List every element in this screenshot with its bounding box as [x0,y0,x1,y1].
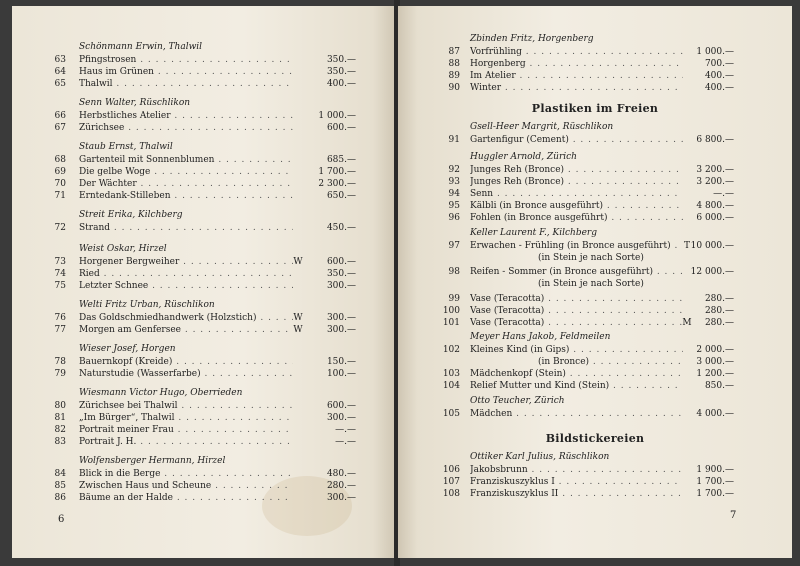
artist-group [12,242,396,292]
catalog-entry [12,312,396,324]
entry-number: 100 [442,306,460,316]
entry-mark: M [682,318,692,328]
catalog-entry [398,305,792,317]
entry-mark: W [293,257,303,267]
artist-name: Senn Walter, Rüschlikon [79,98,191,108]
entry-number: 80 [54,401,66,411]
entry-title: Bäume an der Halde . . [79,492,293,504]
entry-number: 71 [54,191,66,201]
catalog-entry [12,280,396,292]
catalog-entry [12,66,396,78]
entry-number: 87 [448,47,460,57]
entry-title: Pfingstrosen . . [79,54,293,66]
catalog-entry [398,356,792,368]
entry-title: Senn . . [470,188,683,200]
artist-name: Ottiker Karl Julius, Rüschlikon [470,452,610,462]
entry-number: 90 [448,83,460,93]
catalog-entry [398,476,792,488]
entry-price: 600.— [326,401,356,411]
entry-title: Junges Reh (Bronce) . . [470,176,683,188]
catalog-entry [12,368,396,380]
artist-name: Welti Fritz Urban, Rüschlikon [79,300,215,310]
entry-number: 101 [442,318,460,328]
entry-number: 94 [448,189,460,199]
artist-name: Streit Erika, Kilchberg [79,210,183,220]
catalog-entry [398,212,792,224]
entry-price: 400.— [704,83,734,93]
entry-mark: W [293,325,303,335]
artist-name: Wolfensberger Hermann, Hirzel [79,456,226,466]
catalog-entry [398,82,792,94]
catalog-entry [398,58,792,70]
entry-price: 6 000.— [696,213,734,223]
entry-price: 280.— [704,318,734,328]
catalog-entry [12,222,396,234]
entry-number: 103 [442,369,460,379]
entry-number: 78 [54,357,66,367]
entry-price: 1 700.— [318,167,356,177]
entry-title: Blick in die Berge . . [79,468,293,480]
entry-title: Mädchenkopf (Stein) . . [470,368,683,380]
catalog-entry [398,134,792,146]
entry-title: Thalwil . . [79,78,293,90]
entry-title: Mädchen . . [470,408,683,420]
entry-number: 93 [448,177,460,187]
entry-price: 650.— [326,191,356,201]
catalog-entry [398,266,792,278]
catalog-entry [398,317,792,329]
artist-name: Huggler Arnold, Zürich [470,152,577,162]
entry-number: 99 [448,294,460,304]
catalog-entry [12,480,396,492]
entry-number: 88 [448,59,460,69]
catalog-entry [12,412,396,424]
catalog-entry [12,424,396,436]
entry-number: 76 [54,313,66,323]
entry-price: 150.— [326,357,356,367]
artist-group [398,150,792,224]
catalog-entry [12,190,396,202]
entry-title: Vase (Teracotta) . . [470,305,683,317]
entry-price: 280.— [326,481,356,491]
entry-price: 3 200.— [696,165,734,175]
catalog-entry [12,356,396,368]
entry-number: 64 [54,67,66,77]
section-heading: Bildstickereien [545,432,645,445]
entry-title: Erntedank-Stilleben . . [79,190,293,202]
entry-number: 84 [54,469,66,479]
entry-title: Relief Mutter und Kind (Stein) . . [470,380,683,392]
entry-title: Horgenberg . . [470,58,683,70]
entry-title: Horgener Bergweiher . . [79,256,293,268]
catalog-entry [398,380,792,392]
entry-title: Vase (Teracotta) . . [470,293,683,305]
entry-price: 400.— [704,71,734,81]
entry-title: Haus im Grünen . . [79,66,293,78]
artist-name: Staub Ernst, Thalwil [79,142,173,152]
entry-note: (in Stein je nach Sorte) [538,253,644,263]
artist-group [12,342,396,380]
entry-title: „Im Bürger“, Thalwil . . [79,412,293,424]
entry-number: 83 [54,437,66,447]
artist-name: Meyer Hans Jakob, Feldmeilen [470,332,611,342]
entry-number: 67 [54,123,66,133]
artist-name: Weist Oskar, Hirzel [79,244,167,254]
entry-number: 66 [54,111,66,121]
entry-number: 82 [54,425,66,435]
catalog-entry [398,408,792,420]
catalog-entry [398,464,792,476]
entry-number: 92 [448,165,460,175]
entry-price: —.— [335,437,356,447]
entry-number: 72 [54,223,66,233]
entry-number: 104 [442,381,460,391]
entry-number: 81 [54,413,66,423]
catalog-entry [12,154,396,166]
entry-price: 350.— [326,67,356,77]
page-number: 6 [58,514,65,525]
artist-name: Keller Laurent F., Kilchberg [470,228,597,238]
entry-price: 1 000.— [318,111,356,121]
catalog-entry [398,46,792,58]
catalog-entry [12,468,396,480]
entry-number: 77 [54,325,66,335]
artist-name: Schönmann Erwin, Thalwil [79,42,203,52]
entry-title: Naturstudie (Wasserfarbe) . . [79,368,293,380]
entry-title: Die gelbe Woge . . [79,166,293,178]
section-heading: Plastiken im Freien [531,102,659,115]
entry-price: 1 700.— [696,489,734,499]
entry-number: 86 [54,493,66,503]
entry-title: Portrait J. H. . . [79,436,293,448]
entry-price: —.— [713,189,734,199]
entry-price: 4 800.— [696,201,734,211]
entry-title: Zwischen Haus und Scheune . . [79,480,293,492]
entry-price: 1 900.— [696,465,734,475]
entry-title: Im Atelier . . [470,70,683,82]
entry-title: Kälbli (in Bronce ausgeführt) . . [470,200,683,212]
catalog-entry [12,324,396,336]
entry-price: 280.— [704,306,734,316]
artist-group [12,40,396,90]
entry-price: 600.— [326,257,356,267]
entry-number: 85 [54,481,66,491]
artist-group [12,208,396,234]
artist-name: Wieser Josef, Horgen [79,344,176,354]
entry-title: Portrait meiner Frau . . [79,424,293,436]
entry-price: 300.— [326,325,356,335]
catalog-entry [398,240,792,252]
catalog-entry [398,164,792,176]
entry-price: 3 000.— [696,357,734,367]
entry-price: 350.— [326,269,356,279]
entry-number: 95 [448,201,460,211]
entry-price: 350.— [326,55,356,65]
entry-title: Winter . . [470,82,683,94]
entry-title: Junges Reh (Bronce) . . [470,164,683,176]
catalog-entry [12,122,396,134]
entry-price: 480.— [326,469,356,479]
entry-price: 300.— [326,313,356,323]
artist-group [398,226,792,329]
entry-number: 108 [442,489,460,499]
artist-name: Wiesmann Victor Hugo, Oberrieden [79,388,243,398]
entry-number: 105 [442,409,460,419]
catalog-entry [398,488,792,500]
entry-title: Zürichsee bei Thalwil . . [79,400,293,412]
entry-mark: T [683,241,690,251]
catalog-entry [398,176,792,188]
right-page [398,6,792,558]
entry-number: 89 [448,71,460,81]
catalog-entry [398,368,792,380]
entry-title: Bauernkopf (Kreide) . . [79,356,293,368]
entry-price: 4 000.— [696,409,734,419]
entry-price: 850.— [704,381,734,391]
catalog-entry [398,188,792,200]
entry-number: 96 [448,213,460,223]
entry-title: Gartenteil mit Sonnenblumen . . [79,154,293,166]
entry-price: 1 000.— [696,47,734,57]
entry-price: —.— [335,425,356,435]
entry-price: 100.— [326,369,356,379]
catalog-entry [398,200,792,212]
catalog-entry [12,436,396,448]
artist-group [398,120,792,146]
entry-price: 280.— [704,294,734,304]
entry-title: Franziskuszyklus I . . [470,476,683,488]
entry-title: Das Goldschmiedhandwerk (Holzstich) . . [79,312,293,324]
entry-number: 70 [54,179,66,189]
entry-number: 79 [54,369,66,379]
entry-title: Gartenfigur (Cement) . . [470,134,683,146]
catalog-entry [12,166,396,178]
entry-title: Jakobsbrunn . . [470,464,683,476]
catalog-entry [12,492,396,504]
catalog-entry [12,178,396,190]
entry-title: Letzter Schnee . . [79,280,293,292]
catalog-entry [12,110,396,122]
artist-group [12,454,396,504]
entry-number: 69 [54,167,66,177]
entry-price: 1 200.— [696,369,734,379]
entry-price: 300.— [326,281,356,291]
entry-title: Erwachen - Frühling (in Bronce ausgeführt) . . [470,240,683,252]
entry-price: 685.— [326,155,356,165]
entry-title: Zürichsee . . [79,122,293,134]
entry-number: 97 [448,241,460,251]
artist-name: Otto Teucher, Zürich [470,396,565,406]
entry-title: Morgen am Genfersee . . [79,324,293,336]
entry-title: Herbstliches Atelier . . [79,110,293,122]
entry-price: 600.— [326,123,356,133]
entry-title: Vase (Teracotta) . . [470,317,683,329]
entry-price: 12 000.— [690,267,734,277]
entry-title: (in Bronce) . . [538,356,683,368]
entry-price: 2 300.— [318,179,356,189]
entry-note: (in Stein je nach Sorte) [538,279,644,289]
entry-price: 6 800.— [696,135,734,145]
entry-number: 107 [442,477,460,487]
entry-title: Der Wächter . . [79,178,293,190]
catalog-entry [398,344,792,356]
entry-number: 91 [448,135,460,145]
entry-number: 98 [448,267,460,277]
entry-number: 74 [54,269,66,279]
entry-price: 10 000.— [690,241,734,251]
entry-mark: W [293,313,303,323]
entry-number: 73 [54,257,66,267]
artist-group [12,298,396,336]
entry-number: 75 [54,281,66,291]
entry-title: Fohlen (in Bronce ausgeführt) . . [470,212,683,224]
entry-price: 3 200.— [696,177,734,187]
artist-group [398,32,792,94]
entry-note-row [398,278,792,289]
entry-price: 700.— [704,59,734,69]
left-page [12,6,396,558]
entry-number: 102 [442,345,460,355]
entry-number: 106 [442,465,460,475]
entry-title: Kleines Kind (in Gips) . . [470,344,683,356]
artist-name: Zbinden Fritz, Horgenberg [470,34,594,44]
artist-name: Gsell-Heer Margrit, Rüschlikon [470,122,614,132]
entry-price: 300.— [326,413,356,423]
entry-title: Vorfrühling . . [470,46,683,58]
entry-title: Strand . . [79,222,293,234]
entry-number: 65 [54,79,66,89]
entry-price: 400.— [326,79,356,89]
entry-price: 1 700.— [696,477,734,487]
entry-price: 2 000.— [696,345,734,355]
entry-note-row [398,252,792,263]
catalog-entry [12,78,396,90]
catalog-entry [12,256,396,268]
artist-group [12,386,396,448]
entry-title: Ried . . [79,268,293,280]
artist-group [398,450,792,500]
catalog-entry [398,293,792,305]
artist-group [398,394,792,420]
artist-group [12,96,396,134]
entry-price: 450.— [326,223,356,233]
artist-group [398,330,792,392]
entry-title: Reifen - Sommer (in Bronce ausgeführt) . . [470,266,683,278]
catalog-entry [398,70,792,82]
artist-group [12,140,396,202]
entry-title: Franziskuszyklus II . . [470,488,683,500]
entry-price: 300.— [326,493,356,503]
page-number: 7 [730,510,737,521]
entry-number: 68 [54,155,66,165]
entry-number: 63 [54,55,66,65]
catalog-entry [12,268,396,280]
catalog-entry [12,400,396,412]
catalog-entry [12,54,396,66]
